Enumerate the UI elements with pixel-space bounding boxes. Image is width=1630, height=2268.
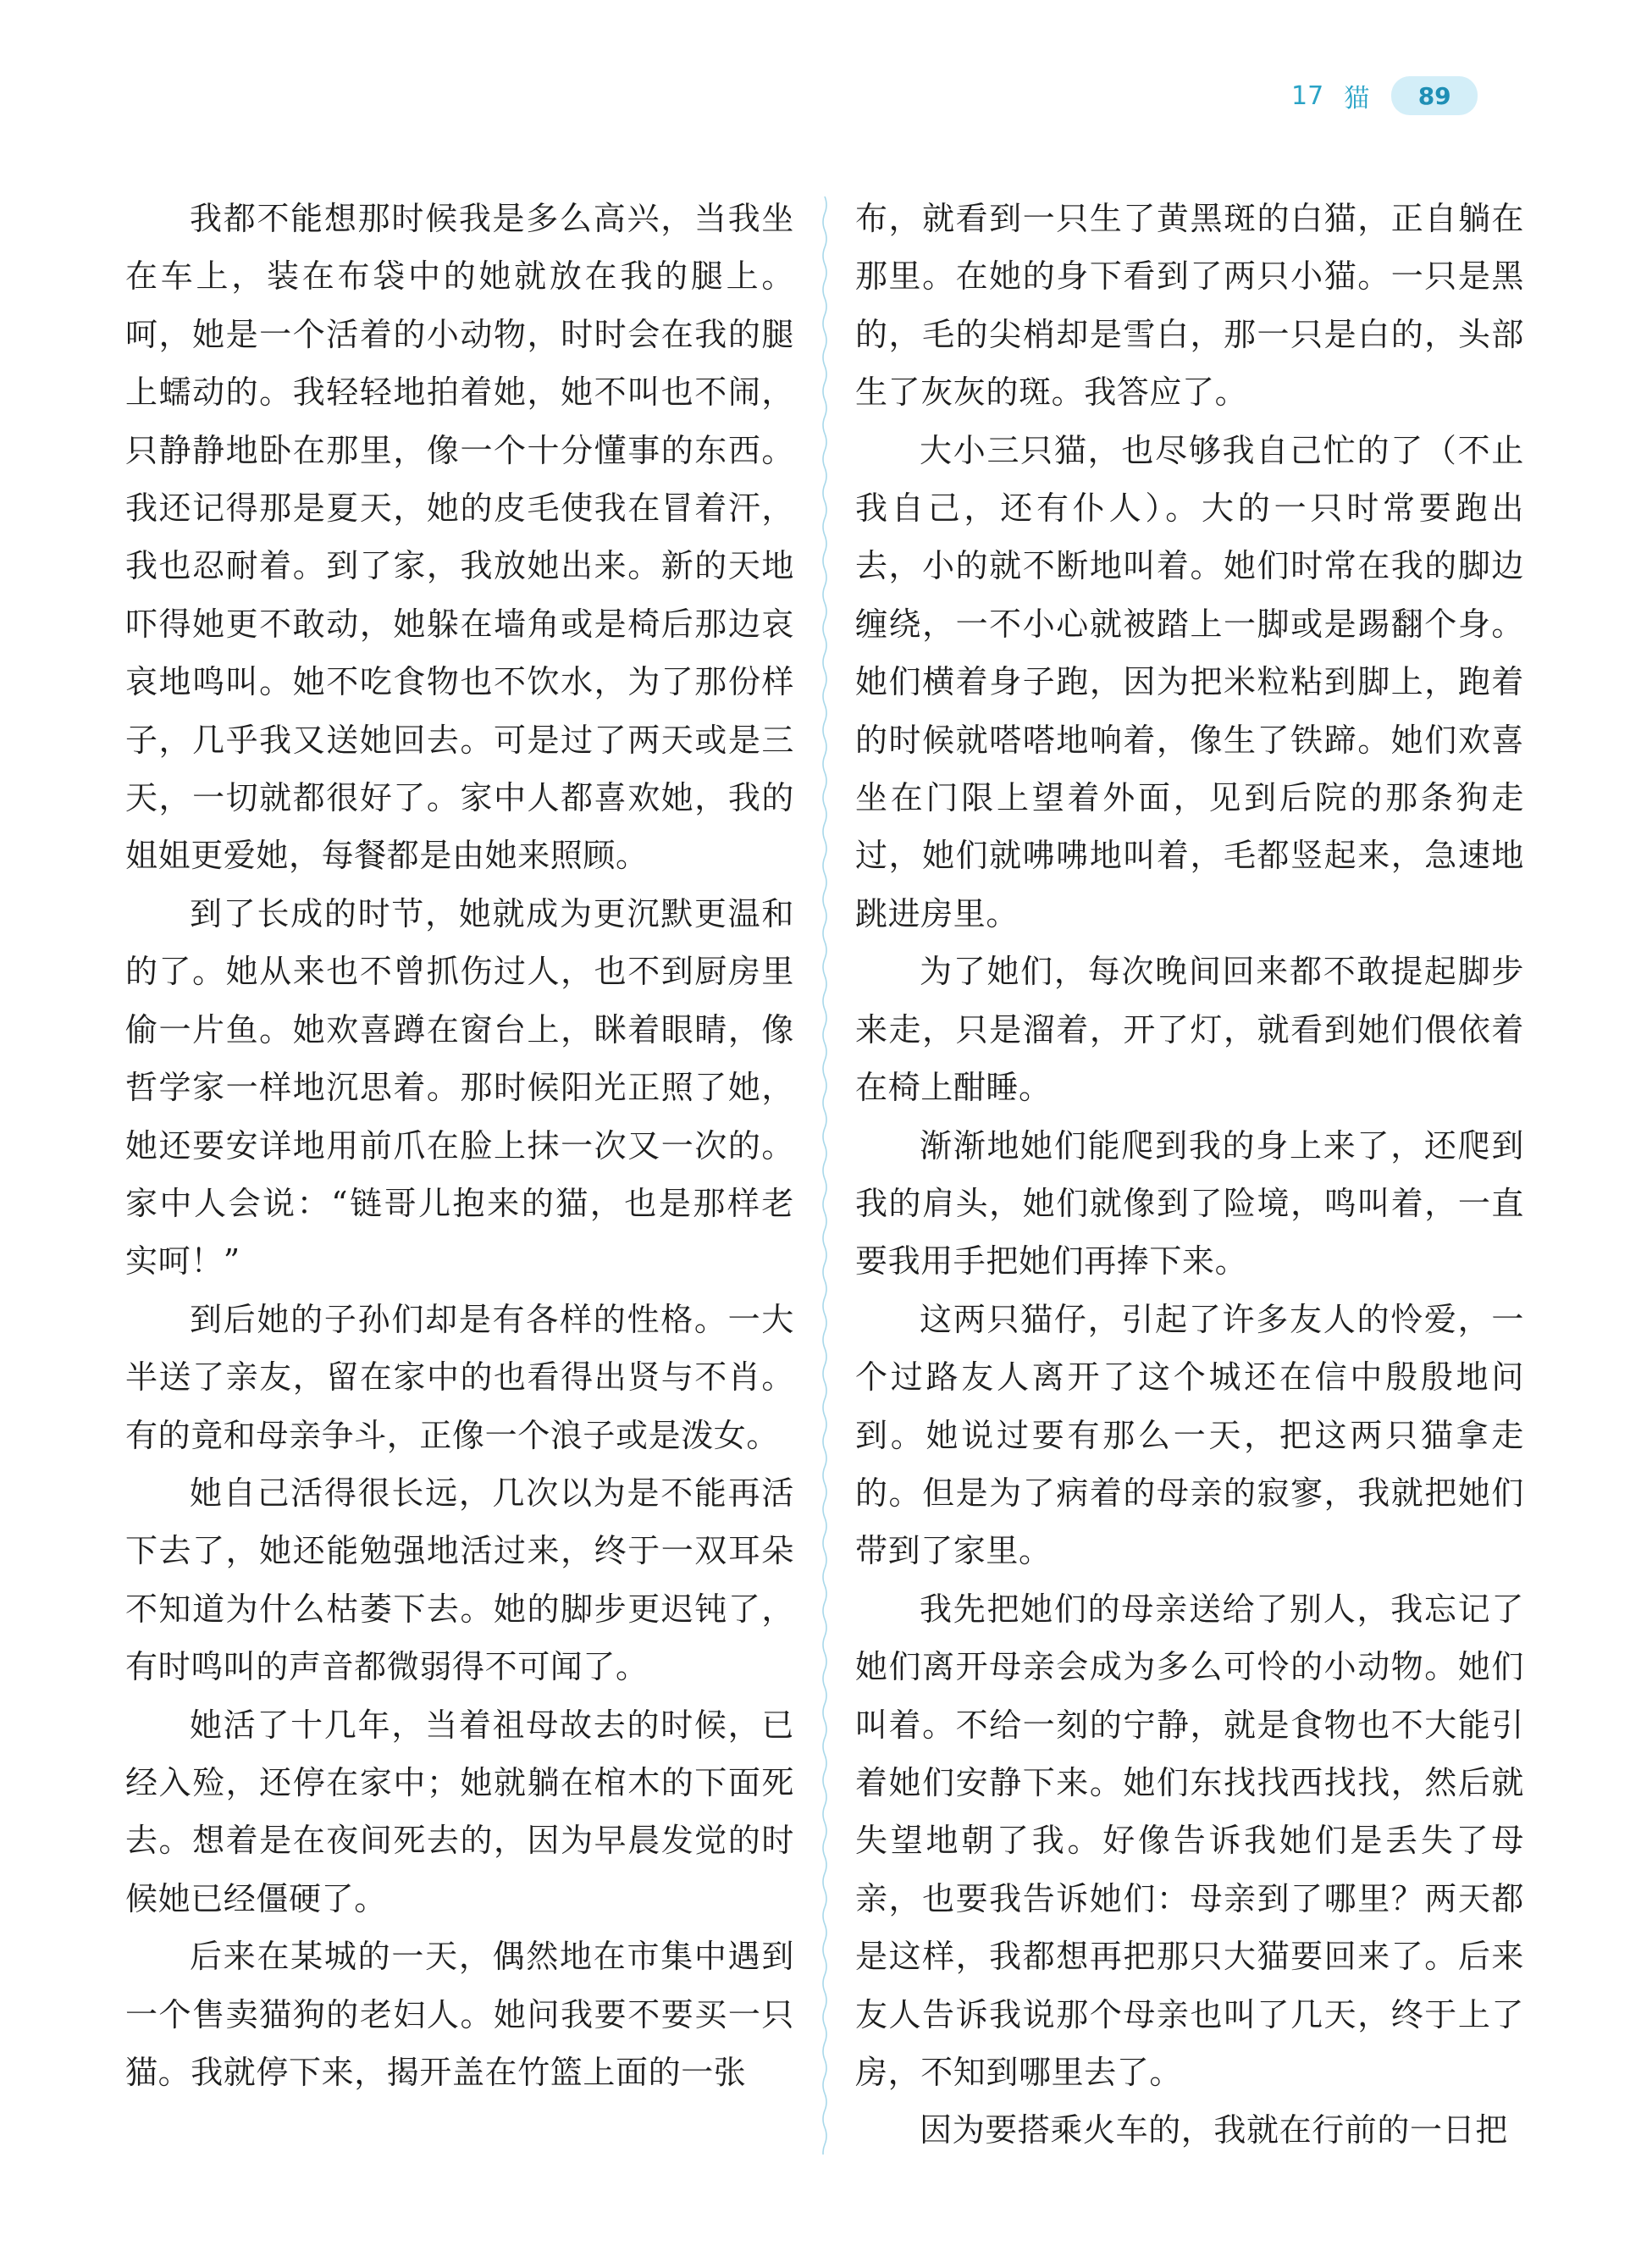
- paragraph: 后来在某城的一天，偶然地在市集中遇到一个售卖猫狗的老妇人。她问我要不要买一只猫。我就停下来，揭开盖在竹篮上面的一张: [125, 1938, 794, 2091]
- left-column: [125, 190, 794, 2101]
- page-number-badge: 89: [1391, 76, 1478, 115]
- paragraph: 为了她们，每次晚间回来都不敢提起脚步来走，只是溜着，开了灯，就看到她们偎依着在椅上酣睡。: [855, 953, 1524, 1107]
- paragraph: 到后她的子孙们却是有各样的性格。一大半送了亲友，留在家中的也看得出贤与不肖。有的竟和母亲争斗，正像一个浪子或是泼女。: [125, 1300, 794, 1454]
- right-column: [855, 190, 1524, 2160]
- paragraph: 我都不能想那时候我是多么高兴，当我坐在车上，装在布袋中的她就放在我的腿上。呵，她是一个活着的小动物，时时会在我的腿上蠕动的。我轻轻地拍着她，她不叫也不闹，只静静地卧在那里，像一个十分懂事的东西。我还记得那是夏天，她的皮毛使我在冒着汗，我也忍耐着。到了家，我放她出来。新的天地吓得她更不敢动，她躲在墙角或是椅后那边哀哀地鸣叫。她不吃食物也不饮水，为了那份样子，几乎我又送她回去。可是过了两天或是三天，一切就都很好了。家中人都喜欢她，我的姐姐更爱她，每餐都是由她来照顾。: [125, 200, 794, 875]
- paragraph: 我先把她们的母亲送给了别人，我忘记了她们离开母亲会成为多么可怜的小动物。她们叫着。不给一刻的宁静，就是食物也不大能引着她们安静下来。她们东找找西找找，然后就失望地朝了我。好像告诉我她们是丢失了母亲，也要我告诉她们：母亲到了哪里？两天都是这样，我都想再把那只大猫要回来了。后来友人告诉我说那个母亲也叫了几天，终于上了房，不知到哪里去了。: [855, 1590, 1524, 2091]
- page-header: [1291, 75, 1478, 117]
- paragraph: 大小三只猫，也尽够我自己忙的了（不止我自己，还有仆人）。大的一只时常要跑出去，小的就不断地叫着。她们时常在我的脚边缠绕，一不小心就被踏上一脚或是踢翻个身。她们横着身子跑，因为把米粒粘到脚上，跑着的时候就嗒嗒地响着，像生了铁蹄。她们欢喜坐在门限上望着外面，见到后院的那条狗走过，她们就咈咈地叫着，毛都竖起来，急速地跳进房里。: [855, 431, 1524, 932]
- paragraph: 这两只猫仔，引起了许多友人的怜爱，一个过路友人离开了这个城还在信中殷殷地问到。她说过要有那么一天，把这两只猫拿走的。但是为了病着的母亲的寂寥，我就把她们带到了家里。: [855, 1300, 1524, 1570]
- paragraph: 因为要搭乘火车的，我就在行前的一日把: [920, 2111, 1508, 2149]
- paragraph: 她自己活得很长远，几次以为是不能再活下去了，她还能勉强地活过来，终于一双耳朵不知道为什么枯萎下去。她的脚步更迟钝了，有时鸣叫的声音都微弱得不可闻了。: [125, 1474, 794, 1686]
- paragraph: 她活了十几年，当着祖母故去的时候，已经入殓，还停在家中；她就躺在棺木的下面死去。想着是在夜间死去的，因为早晨发觉的时候她已经僵硬了。: [125, 1706, 794, 1917]
- lesson-number: 17: [1291, 80, 1324, 111]
- paragraph: 渐渐地她们能爬到我的身上来了，还爬到我的肩头，她们就像到了险境，鸣叫着，一直要我用手把她们再捧下来。: [855, 1126, 1524, 1281]
- column-divider: [821, 196, 829, 2155]
- paragraph-continued: 布，就看到一只生了黄黑斑的白猫，正自躺在那里。在她的身下看到了两只小猫。一只是黑的，毛的尖梢却是雪白，那一只是白的，头部生了灰灰的斑。我答应了。: [855, 200, 1524, 412]
- lesson-title: 猫: [1344, 84, 1370, 113]
- paragraph: 到了长成的时节，她就成为更沉默更温和的了。她从来也不曾抓伤过人，也不到厨房里偷一片鱼。她欢喜蹲在窗台上，眯着眼睛，像哲学家一样地沉思着。那时候阳光正照了她，她还要安详地用前爪在脸上抹一次又一次的。家中人会说：“链哥儿抱来的猫，也是那样老实呵！”: [125, 894, 794, 1281]
